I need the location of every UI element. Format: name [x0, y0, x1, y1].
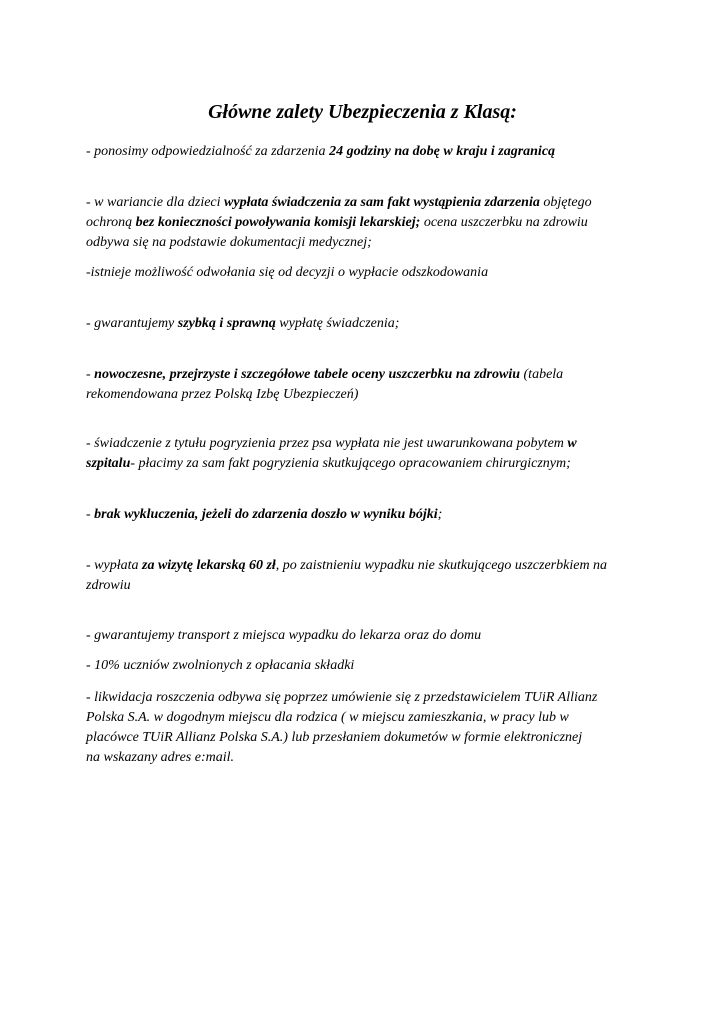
emphasis-text: brak wykluczenia, jeżeli do zdarzenia doszło w wyniku bójki — [94, 507, 438, 522]
body-text: ocena uszczerbku na zdrowiu — [420, 215, 588, 230]
body-text: -istnieje możliwość odwołania się od decyzji o wypłacie odszkodowania — [86, 265, 489, 280]
body-text: - ponosimy odpowiedzialność za zdarzenia — [86, 144, 330, 159]
body-text: - wypłata — [86, 558, 142, 573]
benefit-item-6 — [86, 434, 646, 474]
body-text: - w wariancie dla dzieci — [86, 195, 225, 210]
body-text: objętego — [539, 195, 592, 210]
emphasis-text: 24 godziny na dobę w kraju i zagranicą — [329, 144, 556, 159]
body-text: , po zaistnieniu wypadku nie skutkującego uszczerbkiem na — [275, 558, 608, 573]
benefit-item-8 — [86, 556, 646, 596]
body-text: na wskazany adres e:mail. — [86, 750, 235, 765]
benefit-item-7 — [86, 505, 646, 525]
body-text: - — [86, 507, 95, 522]
body-text: - 10% uczniów zwolnionych z opłacania składki — [86, 658, 355, 673]
body-text: zdrowiu — [86, 578, 131, 593]
emphasis-text: szybką i sprawną — [177, 316, 276, 331]
body-text: - — [86, 367, 95, 382]
body-text: rekomendowana przez Polską Izbę Ubezpieczeń) — [86, 387, 359, 402]
body-text: (tabela — [520, 367, 564, 382]
body-text: odbywa się na podstawie dokumentacji medycznej; — [86, 235, 372, 250]
benefit-item-3 — [86, 263, 646, 283]
benefit-item-9 — [86, 626, 646, 646]
body-text: - gwarantujemy transport z miejsca wypadku do lekarza oraz do domu — [86, 628, 482, 643]
benefit-item-5 — [86, 365, 646, 405]
emphasis-text: wypłata świadczenia za sam fakt wystąpienia zdarzenia — [224, 195, 540, 210]
body-text: ochroną — [86, 215, 136, 230]
benefit-item-10 — [86, 656, 646, 676]
page-title: Główne zalety Ubezpieczenia z Klasą: — [208, 101, 517, 124]
body-text: Polska S.A. w dogodnym miejscu dla rodzica ( w miejscu zamieszkania, w pracy lub w — [86, 710, 569, 725]
benefit-item-4 — [86, 314, 646, 334]
body-text: ; — [437, 507, 443, 522]
body-text: - gwarantujemy — [86, 316, 178, 331]
benefit-item-2 — [86, 193, 646, 253]
body-text: placówce TUiR Allianz Polska S.A.) lub przesłaniem dokumetów w formie elektronicznej — [86, 730, 583, 745]
emphasis-text: nowoczesne, przejrzyste i szczegółowe tabele oceny uszczerbku na zdrowiu — [94, 367, 521, 382]
emphasis-text: za wizytę lekarską 60 zł — [142, 558, 276, 573]
body-text: wypłatę świadczenia; — [275, 316, 400, 331]
benefit-item-1 — [86, 142, 646, 162]
body-text: - likwidacja roszczenia odbywa się poprzez umówienie się z przedstawicielem TUiR Allianz — [86, 690, 598, 705]
emphasis-text: szpitalu — [86, 456, 131, 471]
emphasis-text: bez konieczności powoływania komisji lekarskiej; — [135, 215, 421, 230]
body-text: - płacimy za sam fakt pogryzienia skutkującego opracowaniem chirurgicznym; — [130, 456, 571, 471]
body-text: - świadczenie z tytułu pogryzienia przez psa wypłata nie jest uwarunkowana pobytem — [86, 436, 568, 451]
benefit-item-11 — [86, 688, 646, 768]
emphasis-text: w — [567, 436, 577, 451]
